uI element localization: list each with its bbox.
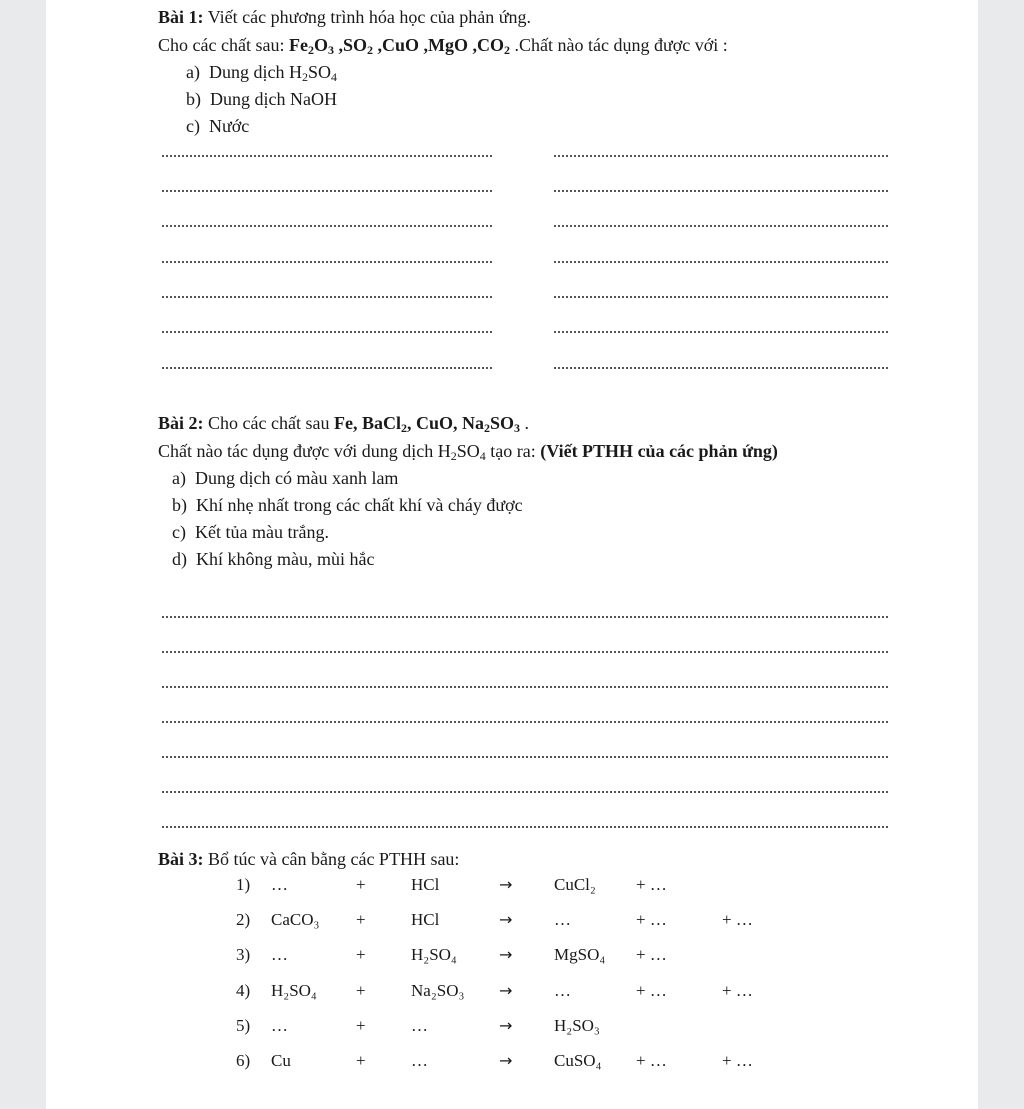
equation-reactant-2: HCl: [411, 875, 440, 894]
equation-product-2: + …: [636, 981, 667, 1000]
option-sub: 2: [301, 70, 308, 84]
answer-line: [554, 331, 888, 333]
equation-reactant-1: …: [271, 1016, 288, 1035]
answer-line: [162, 686, 888, 688]
answer-line: [162, 296, 492, 298]
answer-line: [162, 721, 888, 723]
equation-product-1: …: [554, 981, 571, 1000]
equation-product-3: + …: [722, 1051, 753, 1070]
equation-arrow: →: [499, 945, 513, 964]
ex1-substance-fe2o3: $Fe_2O_3$: [288, 35, 334, 57]
option-label: c): [172, 522, 186, 542]
answer-line: [162, 616, 888, 618]
equation-plus: +: [356, 1051, 366, 1070]
option-label: d): [172, 549, 187, 569]
answer-line: [162, 155, 492, 157]
ex1-substance-so2: $,SO_2$: [333, 35, 373, 57]
option-text: Dung dịch NaOH: [210, 89, 337, 109]
equation-plus: +: [356, 910, 366, 929]
equation-reactant-1: …: [271, 945, 288, 964]
ex3-intro: Bổ túc và cân bằng các PTHH sau:: [203, 849, 460, 869]
equation-arrow: →: [499, 1016, 513, 1035]
ex1-intro: Viết các phương trình hóa học của phản ứng.: [203, 7, 532, 27]
equation-arrow: →: [499, 910, 513, 929]
ex1-option-c: [186, 115, 249, 137]
option-text: Kết tủa màu trắng.: [194, 522, 329, 542]
equation-reactant-1: CaCO₃: [271, 910, 320, 929]
equation-reactant-2: H₂SO₄: [411, 945, 457, 964]
ex2-option-d: [172, 548, 374, 570]
ex1-title-line: [158, 6, 531, 28]
ex2-heading: Bài 2:: [158, 413, 204, 433]
ex2-question-b: SO: [456, 441, 480, 461]
equation-reactant-2: …: [411, 1051, 428, 1070]
answer-line: [554, 261, 888, 263]
equation-reactant-1: H₂SO₄: [271, 981, 317, 1000]
answer-line: [162, 756, 888, 758]
answer-line: [554, 155, 888, 157]
answer-line: [554, 296, 888, 298]
ex2-option-c: [172, 521, 329, 543]
option-label: b): [186, 89, 201, 109]
ex2-question-a: Chất nào tác dụng được với dung dịch H: [158, 441, 451, 461]
ex3-heading: Bài 3:: [158, 849, 204, 869]
ex2-question-c: tạo ra:: [485, 441, 541, 461]
ex1-option-a: [186, 61, 337, 83]
equation-product-3: + …: [722, 981, 753, 1000]
equation-product-2: + …: [636, 910, 667, 929]
ex1-option-b: [186, 88, 337, 110]
option-label: a): [172, 468, 186, 488]
option-label: c): [186, 116, 200, 136]
answer-line: [162, 826, 888, 828]
ex2-question-line: Chất nào tác dụng được với dung dịch $H_2SO_4$ tạo ra: (Viết PTHH của các phản ứng): [158, 441, 778, 463]
equation-product-2: + …: [636, 1051, 667, 1070]
equation-reactant-2: Na₂SO₃: [411, 981, 465, 1000]
equation-number: 4): [236, 981, 251, 1000]
equation-plus: +: [356, 945, 366, 964]
answer-line: [162, 225, 492, 227]
ex2-question-bold: (Viết PTHH của các phản ứng): [540, 441, 778, 461]
equation-number: 6): [236, 1051, 251, 1070]
answer-line: [554, 190, 888, 192]
option-text: Khí không màu, mùi hắc: [196, 549, 375, 569]
equation-number: 3): [236, 945, 251, 964]
answer-line: [554, 225, 888, 227]
ex2-intro: Cho các chất sau: [203, 413, 334, 433]
answer-line: [162, 190, 492, 192]
ex3-title-line: [158, 848, 459, 870]
option-label: b): [172, 495, 187, 515]
ex2-option-a: [172, 467, 398, 489]
equation-reactant-2: HCl: [411, 910, 440, 929]
ex1-substance-mgo: ,MgO: [418, 35, 468, 55]
equation-product-1: MgSO₄: [554, 945, 606, 964]
ex2-substances: Fe, BaCl$_2$, CuO, $Na_2SO_3$: [333, 413, 520, 435]
equation-reactant-2: …: [411, 1016, 428, 1035]
ex2-option-b: [172, 494, 523, 516]
ex1-question-suffix: .Chất nào tác dụng được với :: [509, 35, 728, 55]
equation-reactant-1: Cu: [271, 1051, 291, 1070]
option-text: Dung dịch có màu xanh lam: [194, 468, 399, 488]
equation-plus: +: [356, 875, 366, 894]
option-text: Khí nhẹ nhất trong các chất khí và cháy được: [196, 495, 523, 515]
equation-arrow: →: [499, 981, 513, 1000]
answer-line: [162, 651, 888, 653]
equation-plus: +: [356, 1016, 366, 1035]
equation-arrow: →: [499, 1051, 513, 1070]
equation-product-1: CuSO₄: [554, 1051, 602, 1070]
document-page: [46, 0, 978, 1109]
ex1-given-prefix: Cho các chất sau:: [158, 35, 289, 55]
ex1-heading: Bài 1:: [158, 7, 204, 27]
equation-product-1: …: [554, 910, 571, 929]
equation-product-2: + …: [636, 875, 667, 894]
equation-product-1: CuCl₂: [554, 875, 596, 894]
ex1-substance-co2: $,CO_2$: [467, 35, 510, 57]
ex2-title-line: Bài 2: Cho các chất sau Fe, BaCl$_2$, CuO, $Na_2SO_3$ .: [158, 413, 529, 435]
equation-number: 2): [236, 910, 251, 929]
answer-line: [162, 367, 492, 369]
equation-product-2: + …: [636, 945, 667, 964]
answer-line: [162, 331, 492, 333]
answer-line: [554, 367, 888, 369]
equation-reactant-1: …: [271, 875, 288, 894]
option-text: Nước: [208, 116, 250, 136]
answer-line: [162, 261, 492, 263]
option-text: Dung dịch H: [208, 62, 302, 82]
ex2-substances-text: Fe, BaCl: [333, 413, 401, 433]
answer-line: [162, 791, 888, 793]
option-text: SO: [307, 62, 331, 82]
equation-number: 5): [236, 1016, 251, 1035]
equation-arrow: →: [499, 875, 513, 894]
ex1-substance-cuo: ,CuO: [372, 35, 419, 55]
equation-product-3: + …: [722, 910, 753, 929]
equation-product-1: H₂SO₃: [554, 1016, 600, 1035]
ex1-given-line: [158, 34, 728, 56]
equation-number: 1): [236, 875, 251, 894]
equation-plus: +: [356, 981, 366, 1000]
option-sub: 4: [331, 70, 337, 84]
option-label: a): [186, 62, 200, 82]
